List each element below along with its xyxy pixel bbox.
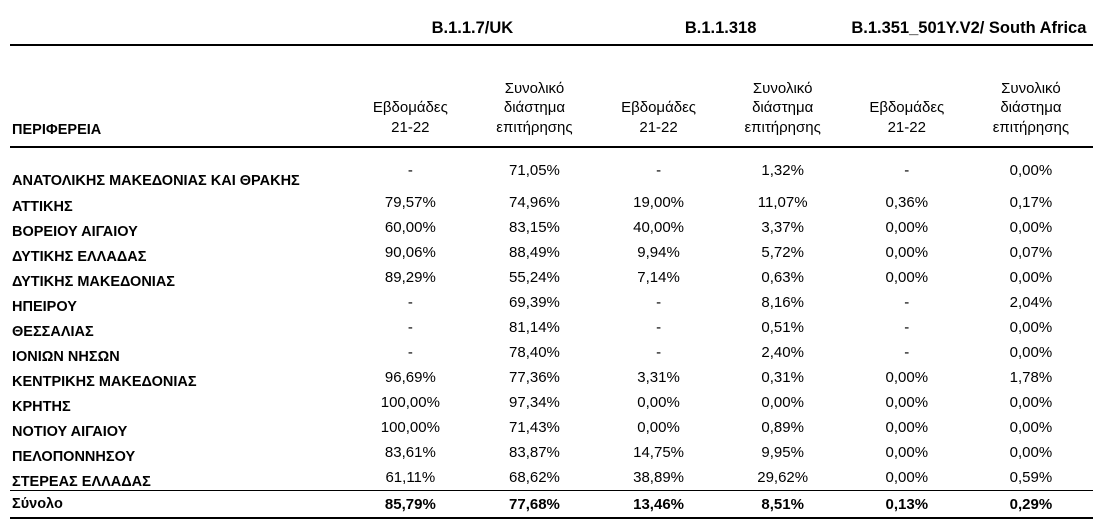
column-header-uk-total-line1: Συνολικό bbox=[504, 79, 565, 97]
column-header-sa-weeks bbox=[845, 45, 969, 147]
row-value: - bbox=[407, 319, 413, 336]
row-value: 0,00% bbox=[885, 244, 929, 261]
row-region-label: ΒΟΡΕΙΟΥ ΑΙΓΑΙΟΥ bbox=[12, 224, 138, 240]
row-region-label: ΔΥΤΙΚΗΣ ΜΑΚΕΔΟΝΙΑΣ bbox=[12, 274, 176, 290]
total-row-label: Σύνολο bbox=[10, 491, 348, 519]
row-value: 5,72% bbox=[761, 244, 804, 261]
column-header-b11318-weeks bbox=[597, 45, 721, 147]
row-value: 0,00% bbox=[885, 419, 929, 436]
row-value: 74,96% bbox=[509, 194, 560, 211]
total-value: 0,13% bbox=[845, 491, 969, 519]
column-header-b11318-weeks-line2: 21-22 bbox=[639, 119, 678, 137]
column-header-b11318-total-line1: Συνολικό bbox=[752, 79, 813, 97]
total-value: 0,29% bbox=[969, 491, 1093, 519]
row-value: 11,07% bbox=[757, 194, 808, 211]
column-header-uk-weeks-line1: Εβδομάδες bbox=[372, 99, 448, 117]
row-value: - bbox=[904, 344, 910, 361]
table-row bbox=[10, 215, 1093, 240]
row-region-label: ΑΝΑΤΟΛΙΚΗΣ ΜΑΚΕΔΟΝΙΑΣ ΚΑΙ ΘΡΑΚΗΣ bbox=[12, 173, 300, 189]
row-value: 55,24% bbox=[509, 269, 560, 286]
table-row bbox=[10, 415, 1093, 440]
row-value: 0,89% bbox=[761, 419, 804, 436]
row-value: 0,63% bbox=[761, 269, 804, 286]
row-value: - bbox=[407, 294, 413, 311]
row-value: 40,00% bbox=[633, 219, 684, 236]
row-value: 3,37% bbox=[761, 219, 804, 236]
row-region-label: ΠΕΛΟΠΟΝΝΗΣΟΥ bbox=[12, 449, 136, 465]
row-value: 0,00% bbox=[1009, 219, 1053, 236]
row-value: 61,11% bbox=[385, 469, 436, 486]
column-header-b11318-weeks-line1: Εβδομάδες bbox=[621, 99, 697, 117]
column-header-sa-weeks-line2: 21-22 bbox=[887, 119, 926, 137]
row-value: 2,40% bbox=[761, 344, 804, 361]
table-row bbox=[10, 465, 1093, 491]
row-value: 7,14% bbox=[637, 269, 680, 286]
row-value: 0,31% bbox=[761, 369, 804, 386]
table-row bbox=[10, 390, 1093, 415]
row-value: 0,17% bbox=[1009, 194, 1053, 211]
column-header-b11318-total-line2: διάστημα bbox=[752, 99, 814, 117]
row-value: 77,36% bbox=[509, 369, 560, 386]
row-value: 97,34% bbox=[509, 394, 560, 411]
row-value: 0,36% bbox=[885, 194, 929, 211]
row-value: - bbox=[904, 294, 910, 311]
column-header-sa-total-line1: Συνολικό bbox=[1001, 79, 1061, 97]
row-value: 0,00% bbox=[885, 394, 929, 411]
row-region-label: ΚΡΗΤΗΣ bbox=[12, 399, 71, 415]
row-region-label: ΣΤΕΡΕΑΣ ΕΛΛΑΔΑΣ bbox=[12, 474, 151, 490]
row-value: 78,40% bbox=[509, 344, 560, 361]
row-value: - bbox=[407, 344, 413, 361]
row-region-label: ΘΕΣΣΑΛΙΑΣ bbox=[12, 324, 94, 340]
row-value: 83,15% bbox=[509, 219, 560, 236]
variant-group-south-africa-label: B.1.351_501Y.V2/ South Africa bbox=[851, 19, 1087, 37]
row-value: 100,00% bbox=[380, 419, 440, 436]
column-header-uk-total-line3: επιτήρησης bbox=[496, 119, 573, 137]
row-value: 79,57% bbox=[384, 194, 436, 211]
row-value: 0,00% bbox=[637, 419, 680, 436]
row-value: 83,87% bbox=[509, 444, 560, 461]
row-value: 81,14% bbox=[509, 319, 560, 336]
row-value: 0,00% bbox=[1009, 344, 1053, 361]
row-value: 71,43% bbox=[509, 419, 560, 436]
row-value: 0,00% bbox=[1009, 419, 1053, 436]
variant-group-south-africa bbox=[845, 0, 1093, 45]
row-value: 0,07% bbox=[1009, 244, 1053, 261]
column-header-sa-total bbox=[969, 45, 1093, 147]
row-value: 88,49% bbox=[509, 244, 560, 261]
row-value: 9,95% bbox=[761, 444, 804, 461]
variant-group-header-row bbox=[10, 0, 1093, 45]
variants-table bbox=[10, 0, 1093, 519]
row-value: 71,05% bbox=[509, 162, 560, 179]
column-header-b11318-total bbox=[721, 45, 845, 147]
total-value: 13,46% bbox=[597, 491, 721, 519]
total-value: 8,51% bbox=[721, 491, 845, 519]
row-value: 0,00% bbox=[885, 269, 929, 286]
row-value: - bbox=[407, 162, 413, 179]
row-value: 29,62% bbox=[757, 469, 809, 486]
row-value: - bbox=[904, 162, 910, 179]
row-value: 0,00% bbox=[1009, 162, 1053, 179]
total-value: 77,68% bbox=[472, 491, 596, 519]
total-value: 85,79% bbox=[348, 491, 472, 519]
column-header-uk-weeks-line2: 21-22 bbox=[391, 119, 430, 137]
row-value: 3,31% bbox=[637, 369, 680, 386]
row-value: 0,00% bbox=[1009, 319, 1053, 336]
row-value: - bbox=[656, 294, 662, 311]
row-value: 0,00% bbox=[885, 369, 929, 386]
table-row bbox=[10, 365, 1093, 390]
row-value: 0,00% bbox=[1009, 269, 1053, 286]
table-row bbox=[10, 440, 1093, 465]
row-value: 96,69% bbox=[384, 369, 436, 386]
row-value: 0,00% bbox=[761, 394, 804, 411]
column-header-b11318-total-line3: επιτήρησης bbox=[744, 119, 821, 137]
row-value: 83,61% bbox=[384, 444, 436, 461]
row-value: 9,94% bbox=[637, 244, 680, 261]
row-value: 0,00% bbox=[885, 444, 929, 461]
table-row bbox=[10, 265, 1093, 290]
row-value: 2,04% bbox=[1009, 294, 1053, 311]
row-value: - bbox=[904, 319, 910, 336]
row-region-label: ΗΠΕΙΡΟΥ bbox=[12, 299, 77, 315]
row-value: 0,00% bbox=[1009, 444, 1053, 461]
row-value: 19,00% bbox=[633, 194, 684, 211]
row-region-label: ΝΟΤΙΟΥ ΑΙΓΑΙΟΥ bbox=[12, 424, 128, 440]
row-region-label: ΚΕΝΤΡΙΚΗΣ ΜΑΚΕΔΟΝΙΑΣ bbox=[12, 374, 197, 390]
variant-group-b11318-label: B.1.1.318 bbox=[684, 19, 757, 37]
row-value: 69,39% bbox=[509, 294, 560, 311]
row-region-label: ΙΟΝΙΩΝ ΝΗΣΩΝ bbox=[12, 349, 120, 365]
column-header-sa-weeks-line1: Εβδομάδες bbox=[869, 99, 945, 117]
row-value: 68,62% bbox=[509, 469, 560, 486]
table-row bbox=[10, 240, 1093, 265]
row-value: - bbox=[656, 319, 662, 336]
row-value: 8,16% bbox=[761, 294, 804, 311]
row-value: 90,06% bbox=[384, 244, 436, 261]
column-header-sa-total-line2: διάστημα bbox=[1000, 99, 1062, 117]
column-header-uk-weeks bbox=[348, 45, 472, 147]
row-region-label: ΔΥΤΙΚΗΣ ΕΛΛΑΔΑΣ bbox=[12, 249, 147, 265]
row-value: 0,00% bbox=[885, 469, 929, 486]
row-value: 0,51% bbox=[761, 319, 804, 336]
row-value: 100,00% bbox=[380, 394, 440, 411]
variant-group-uk bbox=[348, 0, 596, 45]
column-header-region: ΠΕΡΙΦΕΡΕΙΑ bbox=[10, 45, 348, 147]
row-value: 89,29% bbox=[384, 269, 436, 286]
variant-group-b11318 bbox=[597, 0, 845, 45]
row-value: 0,00% bbox=[637, 394, 680, 411]
row-value: 0,00% bbox=[885, 219, 929, 236]
row-value: 14,75% bbox=[633, 444, 684, 461]
row-value: 38,89% bbox=[633, 469, 684, 486]
total-row bbox=[10, 491, 1093, 519]
column-header-uk-total bbox=[472, 45, 596, 147]
column-header-uk-total-line2: διάστημα bbox=[503, 99, 566, 117]
row-value: - bbox=[656, 344, 662, 361]
row-value: - bbox=[656, 162, 662, 179]
table-row bbox=[10, 190, 1093, 215]
column-header-sa-total-line3: επιτήρησης bbox=[992, 119, 1070, 137]
row-value: 60,00% bbox=[384, 219, 436, 236]
variant-group-uk-label: B.1.1.7/UK bbox=[431, 19, 514, 37]
row-value: 1,78% bbox=[1009, 369, 1053, 386]
row-region-label: ΑΤΤΙΚΗΣ bbox=[12, 199, 73, 215]
row-value: 0,59% bbox=[1009, 469, 1053, 486]
row-value: 0,00% bbox=[1009, 394, 1053, 411]
table-row bbox=[10, 290, 1093, 315]
column-header-row bbox=[10, 45, 1093, 147]
table-row bbox=[10, 315, 1093, 340]
header-body-gap bbox=[10, 147, 1093, 158]
table-row bbox=[10, 158, 1093, 190]
row-value: 1,32% bbox=[761, 162, 804, 179]
variant-group-empty-cell bbox=[10, 0, 348, 45]
table-row bbox=[10, 340, 1093, 365]
